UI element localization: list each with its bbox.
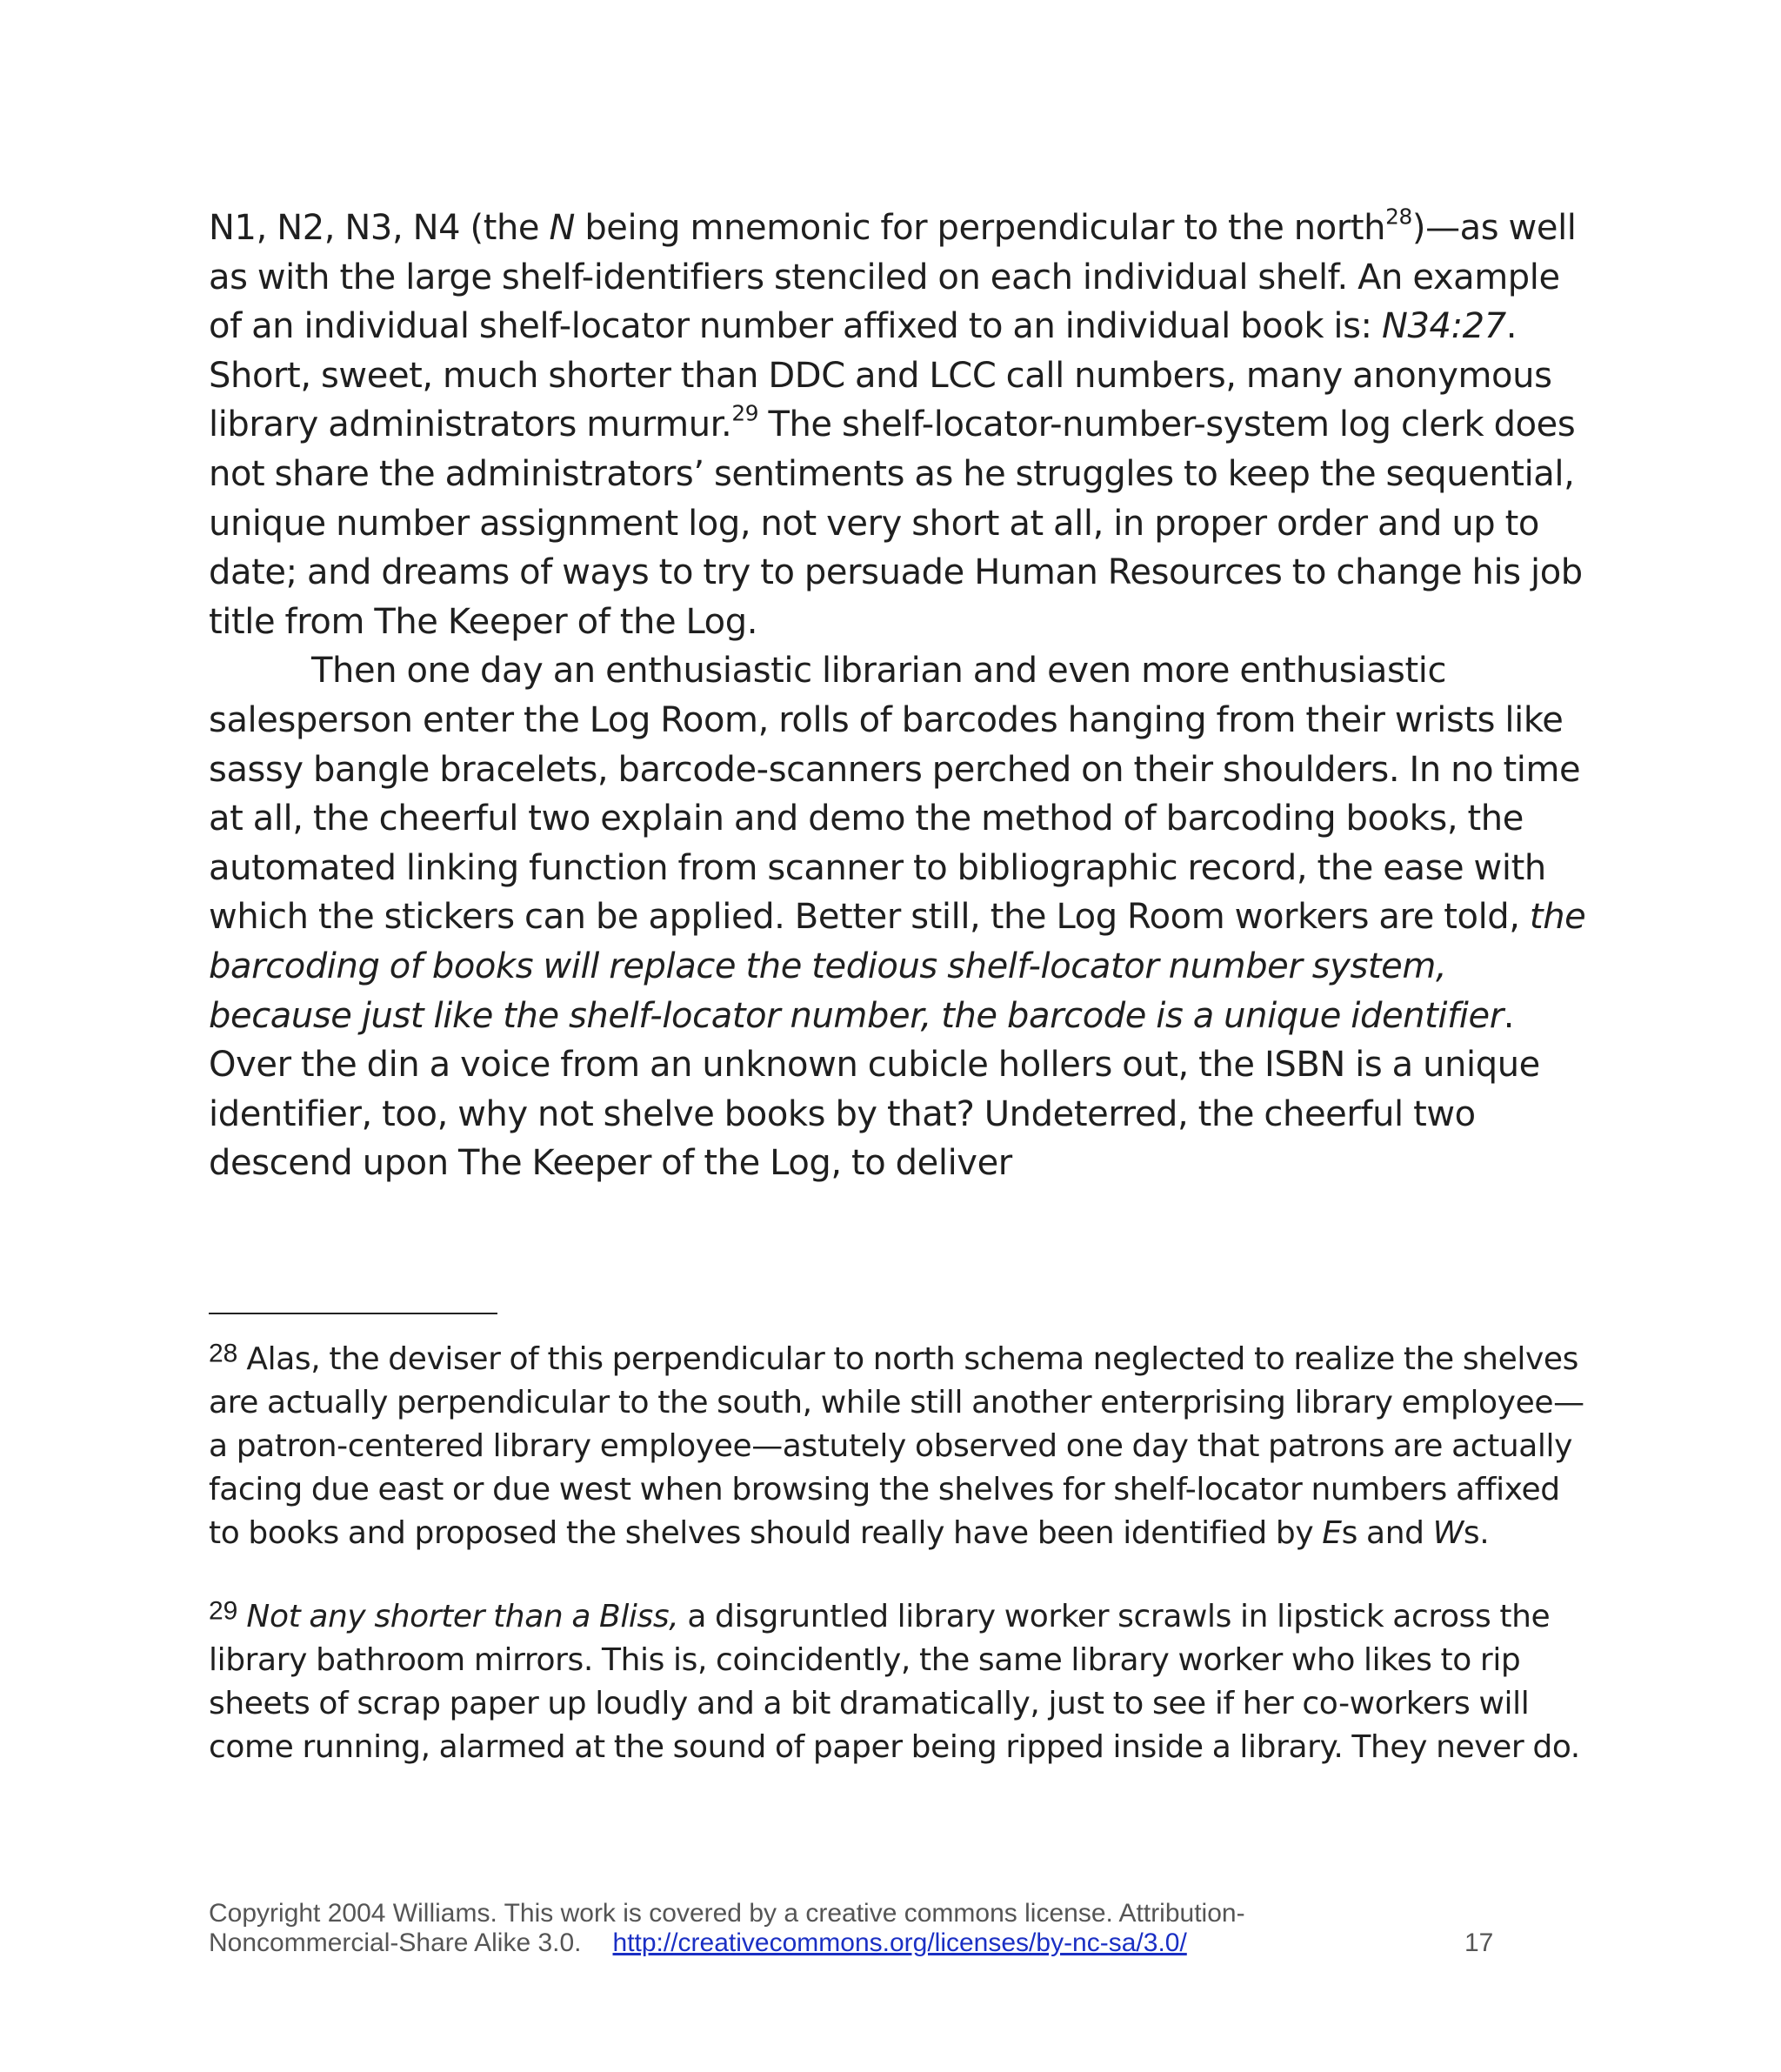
text-run: . Over the din a voice from an unknown cubicle hollers out, the ISBN is a unique identifier, too, why not shelve books by that? Undeterred, the cheerful two descend upon The Keeper of the Log, to deliver (209, 995, 1540, 1184)
copyright-line-2 (209, 1928, 1531, 1958)
footnotes (209, 1338, 1591, 1809)
license-link[interactable]: http://creativecommons.org/licenses/by-nc-sa/3.0/ (612, 1928, 1187, 1957)
footnote-28 (209, 1338, 1591, 1555)
text-run: s and (1341, 1515, 1433, 1551)
text-run: . Short, sweet, much shorter than DDC and LCC call numbers, many anonymous library administrators murmur. (209, 306, 1552, 445)
text-run: Then one day an enthusiastic librarian and even more enthusiastic salesperson enter the Log Room, rolls of barcodes hanging from their wrists like sassy bangle bracelets, barcode-scanners perched on their shoulders. In no time at all, the cheerful two explain and demo the method of barcoding books, the automated linking function from scanner to bibliographic record, the ease with which the stickers can be applied. Better still, the Log Room workers are told, (209, 651, 1581, 938)
text-run: N1, N2, N3, N4 (the (209, 208, 550, 248)
footnote-ref-28[interactable]: 28 (1385, 204, 1412, 230)
footnote-separator (209, 1313, 497, 1314)
page-number: 17 (1464, 1928, 1494, 1957)
text-run-italic: N34:27 (1381, 306, 1506, 347)
copyright-notice (209, 1899, 1531, 1958)
text-run-italic: E (1322, 1515, 1342, 1551)
text-run: s. (1463, 1515, 1490, 1551)
paragraph-1 (209, 204, 1591, 646)
text-run-italic: the barcoding of books will replace the tedious shelf-locator number system, because just like the shelf-locator number, the barcode is a unique identifier (209, 897, 1586, 1036)
footnote-number: 29 (209, 1596, 238, 1626)
text-run: The shelf-locator-number-system log clerk does not share the administrators’ sentiments as he struggles to keep the sequential, unique number assignment log, not very short at all, in proper order and up to date; and dreams of ways to try to persuade Human Resources to change his job title from The Keeper of the Log. (209, 404, 1583, 642)
text-run: a disgruntled library worker scrawls in lipstick across the library bathroom mirrors. This is, coincidently, the same library worker who likes to rip sheets of scrap paper up loudly and a bit dramatically, just to see if her co-workers will come running, alarmed at the sound of paper being ripped inside a library. They never do. (209, 1599, 1580, 1765)
text-run-italic: W (1432, 1515, 1464, 1551)
text-run-italic: N (549, 208, 575, 248)
text-run: )—as well as with the large shelf-identifiers stenciled on each individual shelf. An example of an individual shelf-locator number affixed to an individual book is: (209, 208, 1577, 347)
copyright-line-1: Copyright 2004 Williams. This work is covered by a creative commons license. Attribution- (209, 1899, 1245, 1928)
footnote-ref-29[interactable]: 29 (731, 401, 759, 427)
text-run-italic: Not any shorter than a Bliss, (246, 1599, 679, 1634)
text-run: being mnemonic for perpendicular to the north (575, 208, 1386, 248)
text-run (237, 1599, 246, 1634)
license-name: Noncommercial-Share Alike 3.0. (209, 1928, 582, 1957)
footnote-29 (209, 1595, 1591, 1769)
footnote-number: 28 (209, 1339, 238, 1368)
main-text (209, 204, 1591, 1188)
paragraph-2 (209, 646, 1591, 1188)
text-run: Alas, the deviser of this perpendicular to north schema neglected to realize the shelves are actually perpendicular to the south, while still another enterprising library employee—a patron-centered library employee—astutely observed one day that patrons are actually facing due east or due west when browsing the shelves for shelf-locator numbers affixed to books and proposed the shelves should really have been identified by (209, 1341, 1584, 1551)
